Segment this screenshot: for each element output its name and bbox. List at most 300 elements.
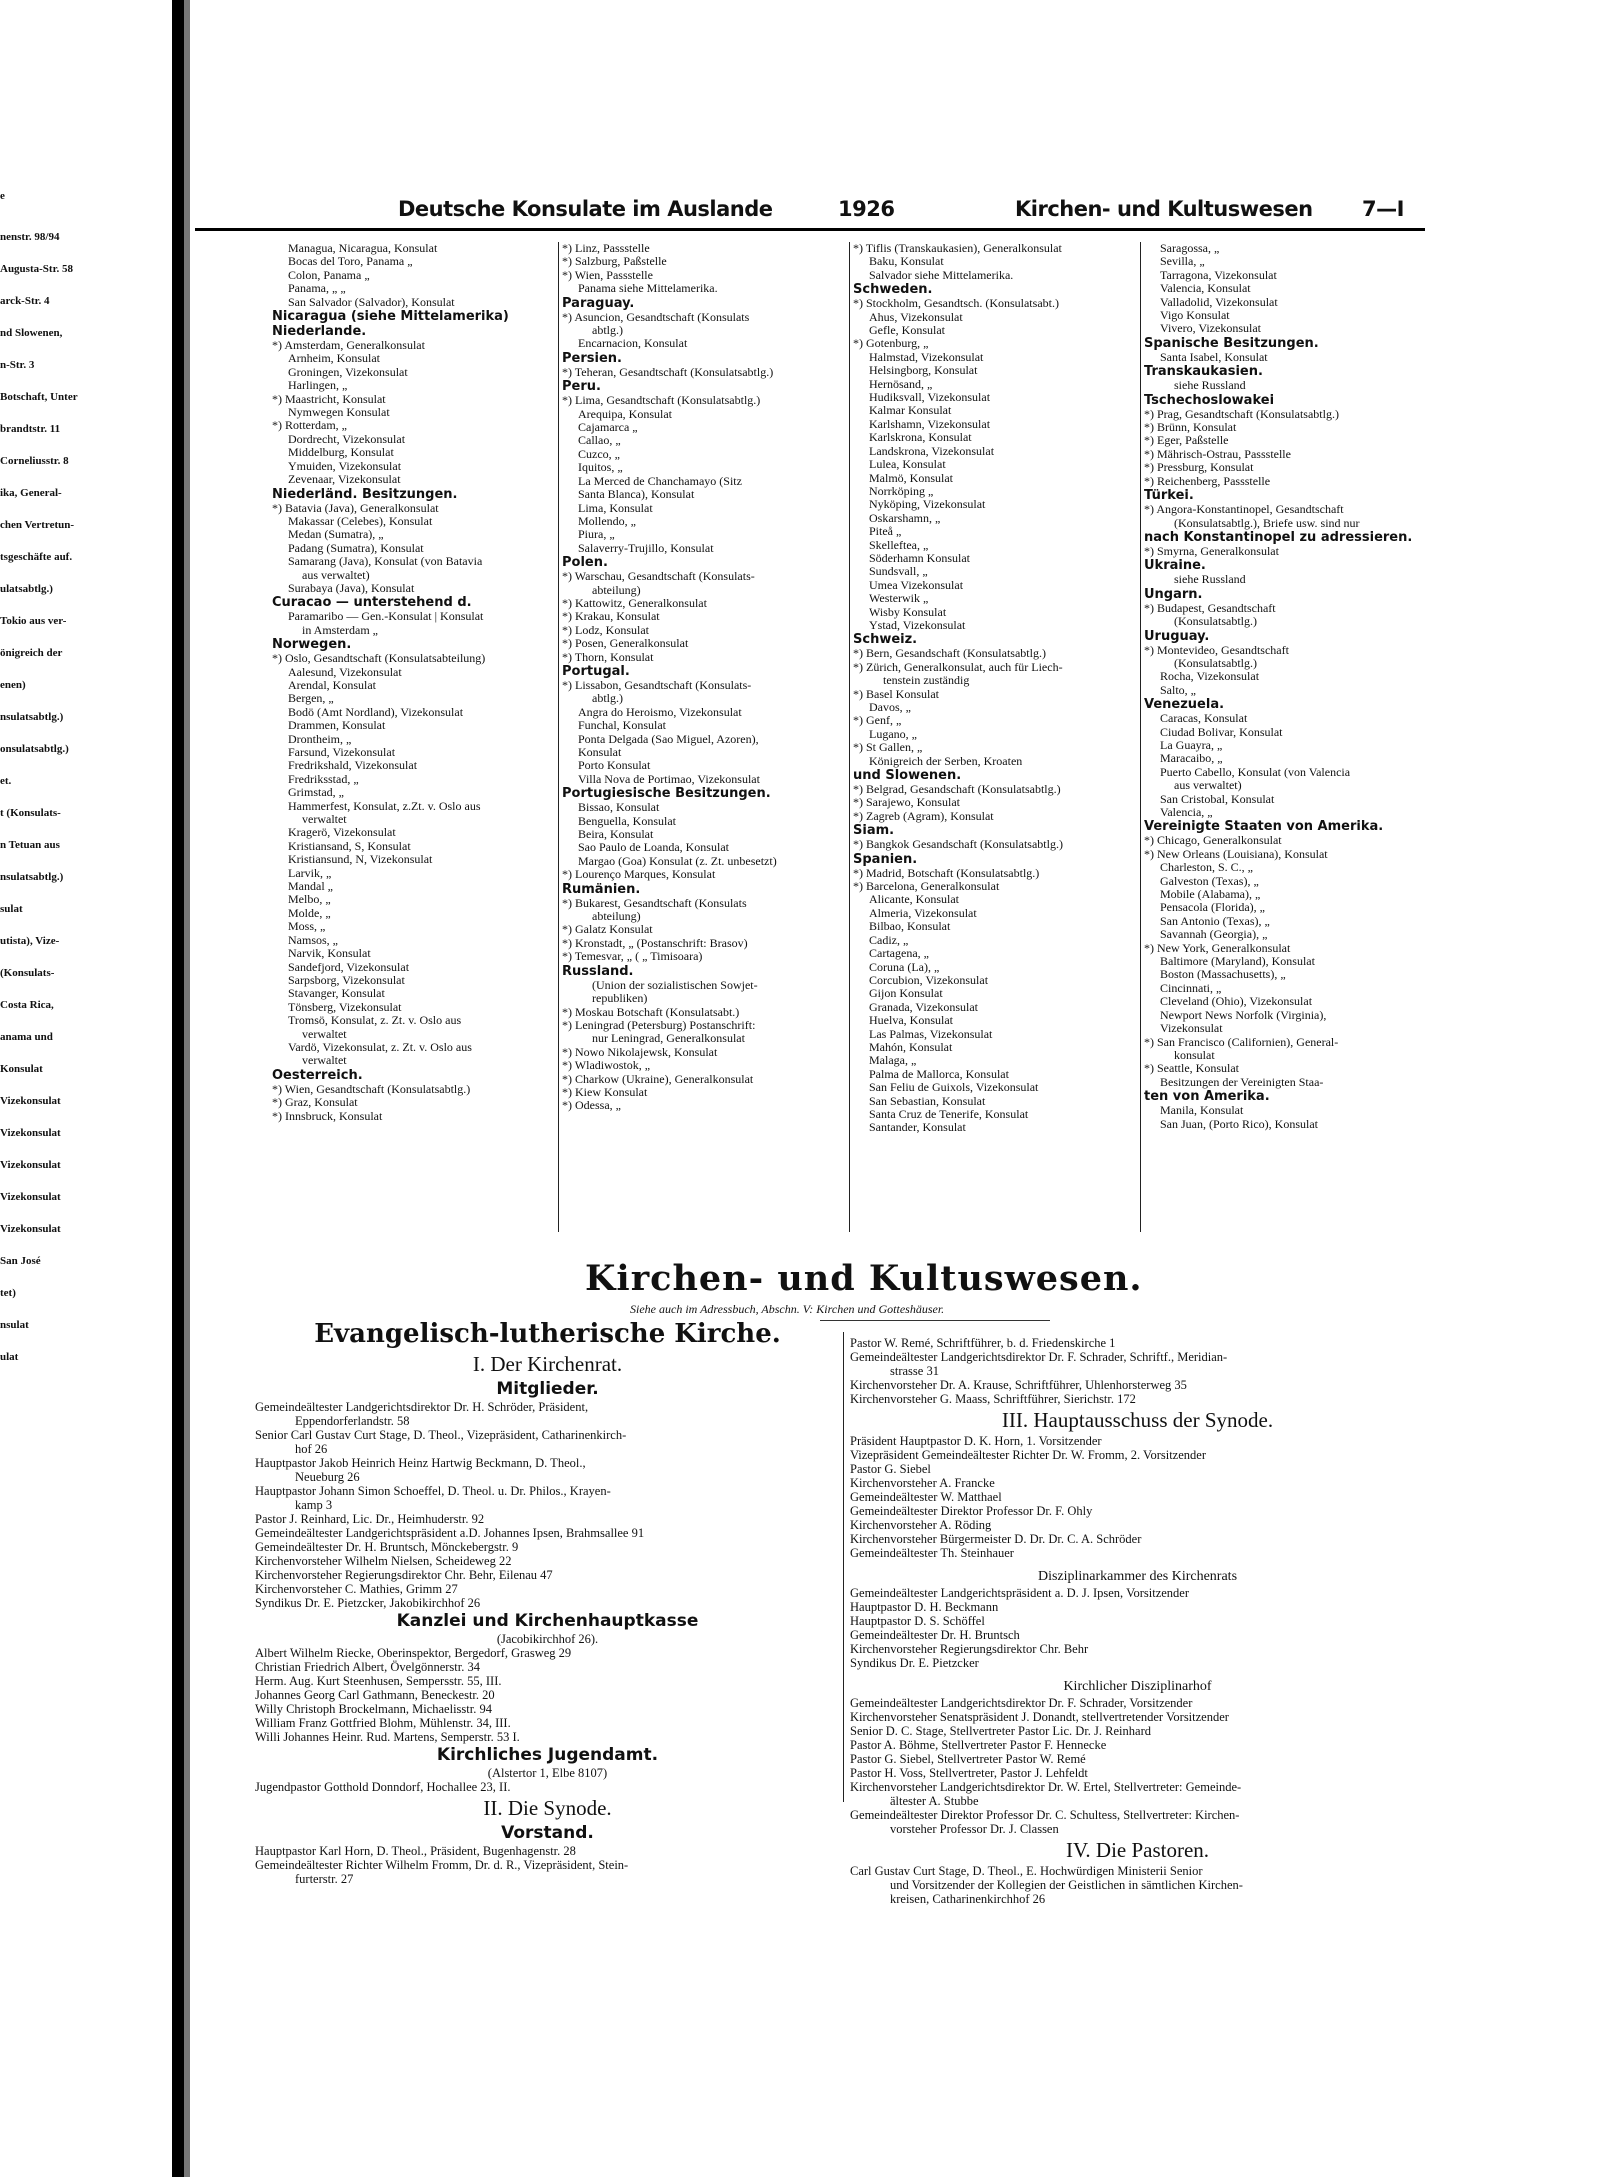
list-item: Gemeindeältester Landgerichtsdirektor Dr. F. Schrader, Schriftf., Meridian- <box>850 1350 1228 1364</box>
consulate-entry: Sarpsborg, Vizekonsulat <box>288 973 405 987</box>
fragment-line: tet) <box>0 1287 16 1299</box>
consulate-entry: Polen. <box>562 555 608 571</box>
consulate-entry: *) Montevideo, Gesandtschaft <box>1144 643 1289 657</box>
fragment-line: utista), Vize- <box>0 935 60 947</box>
consulate-entry: Vizekonsulat <box>1160 1022 1223 1036</box>
list-item: Kirchenvorsteher A. Francke <box>850 1476 995 1490</box>
consulate-entry: Hernösand, „ <box>869 377 933 391</box>
part-4-title: IV. Die Pastoren. <box>1065 1838 1210 1862</box>
consulate-entry: Grimstad, „ <box>288 786 344 800</box>
fragment-line: anama und <box>0 1031 53 1043</box>
list-item: Syndikus Dr. E. Pietzcker <box>850 1656 979 1670</box>
list-item: und Vorsitzender der Kollegien der Geistlichen in sämtlichen Kirchen- <box>890 1878 1243 1892</box>
consulate-entry: Salvador siehe Mittelamerika. <box>869 268 1014 282</box>
consulate-entry: Medan (Sumatra), „ <box>288 528 384 542</box>
consulate-entry: Zevenaar, Vizekonsulat <box>288 473 401 487</box>
consulate-entry: verwaltet <box>302 813 347 827</box>
fragment-line: ulatsabtlg.) <box>0 583 53 595</box>
consulate-entry: *) Rotterdam, „ <box>272 419 347 433</box>
fragment-line: nsulatsabtlg.) <box>0 711 64 723</box>
consulate-entry: Mahón, Konsulat <box>869 1040 953 1054</box>
fragment-line: (Konsulats- <box>0 967 55 979</box>
consulate-entry: *) Charkow (Ukraine), Generalkonsulat <box>562 1072 754 1086</box>
consulate-entry: Schweiz. <box>853 632 918 648</box>
list-item: Kirchenvorsteher Bürgermeister D. Dr. Dr. C. A. Schröder <box>850 1532 1142 1546</box>
consulate-entry: Newport News Norfolk (Virginia), <box>1160 1008 1327 1022</box>
consulate-entry: Besitzungen der Vereinigten Staa- <box>1160 1075 1324 1089</box>
consulate-entry: Landskrona, Vizekonsulat <box>869 444 995 458</box>
consulate-entry: siehe Russland <box>1174 379 1246 393</box>
consulate-entry: Porto Konsulat <box>578 759 651 773</box>
consulate-entry: *) Wladiwostok, „ <box>562 1059 651 1073</box>
consulate-entry: San Antonio (Texas), „ <box>1160 914 1270 928</box>
fragment-line: Vizekonsulat <box>0 1095 61 1107</box>
consulate-entry: Fredrikshald, Vizekonsulat <box>288 759 418 773</box>
consulate-entry: *) Belgrad, Gesandschaft (Konsulatsabtlg.) <box>853 783 1061 797</box>
jugendamt-subtitle: (Alstertor 1, Elbe 8107) <box>487 1766 608 1780</box>
consulate-entry: Mollendo, „ <box>578 514 636 528</box>
consulate-entry: Sandefjord, Vizekonsulat <box>288 960 410 974</box>
list-item: Senior Carl Gustav Curt Stage, D. Theol., Vizepräsident, Catharinenkirch- <box>255 1428 627 1442</box>
header-rule <box>195 228 1425 231</box>
list-item: Kirchenvorsteher Wilhelm Nielsen, Scheideweg 22 <box>255 1554 512 1568</box>
list-item: Neueburg 26 <box>295 1470 360 1484</box>
consulate-entry: Nyköping, Vizekonsulat <box>869 498 986 512</box>
main-committee-list <box>850 1434 1425 1560</box>
consulate-entry: nach Konstantinopel zu adressieren. <box>1144 529 1413 545</box>
consulate-entry: Ahus, Vizekonsulat <box>869 310 963 324</box>
consulate-entry: Spanien. <box>853 851 918 867</box>
list-item: Albert Wilhelm Riecke, Oberinspektor, Bergedorf, Grasweg 29 <box>255 1646 572 1660</box>
consulate-entry: *) Kronstadt, „ (Postanschrift: Brasov) <box>562 936 748 950</box>
consulate-entry: Transkaukasien. <box>1144 364 1263 380</box>
consulate-entry: Saragossa, „ <box>1160 242 1220 255</box>
consulate-entry: Savannah (Georgia), „ <box>1160 928 1268 942</box>
consulate-entry: Peru. <box>562 379 601 395</box>
disciplinary-court-list <box>850 1696 1425 1836</box>
consulate-entry: *) Bern, Gesandschaft (Konsulatsabtlg.) <box>853 647 1046 661</box>
consulate-entry: *) Galatz Konsulat <box>562 923 653 937</box>
kanzlei-list <box>255 1646 840 1744</box>
fragment-line: sulat <box>0 903 23 915</box>
fragment-line: brandtstr. 11 <box>0 423 61 435</box>
list-item: Kirchenvorsteher Senatspräsident J. Donandt, stellvertretender Vorsitzender <box>850 1710 1229 1724</box>
consulate-entry: Westerwik „ <box>869 592 929 606</box>
consulate-entry: Cajamarca „ <box>578 421 638 435</box>
consulate-entry: Bodö (Amt Nordland), Vizekonsulat <box>288 705 464 719</box>
consulate-entry: Baltimore (Maryland), Konsulat <box>1160 955 1315 969</box>
consulate-entry: aus verwaltet) <box>1174 779 1242 793</box>
consulate-entry: La Guayra, „ <box>1160 738 1223 752</box>
list-item: Kirchenvorsteher Regierungsdirektor Chr. Behr <box>850 1642 1089 1656</box>
disciplinary-chamber-title: Disziplinarkammer des Kirchenrats <box>1037 1569 1238 1584</box>
consulate-entry: Söderhamn Konsulat <box>869 551 970 565</box>
consulate-entry: *) Basel Konsulat <box>853 687 939 701</box>
fragment-line: t (Konsulats- <box>0 807 61 819</box>
section-subtitle: Siehe auch im Adressbuch, Abschn. V: Kirchen und Gotteshäuser. <box>630 1302 945 1316</box>
list-item: Pastor G. Siebel, Stellvertreter Pastor W. Remé <box>850 1752 1086 1766</box>
consulate-entry: Dordrecht, Vizekonsulat <box>288 432 406 446</box>
consulate-entry: aus verwaltet) <box>302 568 370 582</box>
fragment-line: ika, General- <box>0 487 62 499</box>
consulate-entry: Gijon Konsulat <box>869 987 943 1001</box>
fragment-line: Vizekonsulat <box>0 1191 61 1203</box>
consulate-entry: Bilbao, Konsulat <box>869 920 951 934</box>
consulate-entry: Farsund, Vizekonsulat <box>288 746 396 759</box>
consulate-entry: *) Bukarest, Gesandtschaft (Konsulats <box>562 896 747 910</box>
consulate-entry: Panama siehe Mittelamerika. <box>578 282 718 296</box>
consulate-entry: Santa Cruz de Tenerife, Konsulat <box>869 1107 1029 1121</box>
consulate-entry: Helsingborg, Konsulat <box>869 364 978 378</box>
consulate-entry: *) Thorn, Konsulat <box>562 650 654 664</box>
fragment-line: Costa Rica, <box>0 999 54 1011</box>
consulate-entry: Niederländ. Besitzungen. <box>272 486 458 502</box>
consulate-entry: Siam. <box>853 823 895 839</box>
consulate-entry: Norrköping „ <box>869 484 934 498</box>
consulate-entry: *) Salzburg, Paßstelle <box>562 255 667 269</box>
consulate-entry: *) Zürich, Generalkonsulat, auch für Liech- <box>853 660 1063 674</box>
list-item: Hauptpastor D. H. Beckmann <box>850 1600 999 1614</box>
list-item: kamp 3 <box>295 1498 333 1512</box>
section-title: Kirchen- und Kultuswesen. <box>585 1258 1143 1299</box>
church-administration-left <box>255 1318 840 1886</box>
consulate-entry: Manila, Konsulat <box>1160 1104 1244 1118</box>
consulate-entry: *) Prag, Gesandtschaft (Konsulatsabtlg.) <box>1144 407 1339 421</box>
consulate-entry: *) Sarajewo, Konsulat <box>853 796 960 810</box>
consulate-entry: Karlshamn, Vizekonsulat <box>869 417 991 431</box>
consulate-entry: Piura, „ <box>578 528 615 542</box>
consulate-entry: *) Bangkok Gesandschaft (Konsulatsabtlg.) <box>853 838 1063 852</box>
consulate-entry: *) Temesvar, „ ( „ Timisoara) <box>562 950 703 964</box>
fragment-line: Tokio aus ver- <box>0 615 67 627</box>
consulate-entry: Mobile (Alabama), „ <box>1160 888 1261 902</box>
members-title: Mitglieder. <box>496 1379 599 1399</box>
fragment-line: ulat <box>0 1351 19 1363</box>
consulate-entry: Funchal, Konsulat <box>578 719 666 733</box>
consulate-entry: Rumänien. <box>562 881 641 897</box>
consulate-entry: Cartagena, „ <box>869 947 929 961</box>
list-item: Jugendpastor Gotthold Donndorf, Hochallee 23, II. <box>255 1780 511 1794</box>
fragment-line: chen Vertretun- <box>0 519 75 531</box>
consulate-entry: *) Lissabon, Gesandtschaft (Konsulats- <box>562 678 752 692</box>
consulate-entry: Moss, „ <box>288 920 326 934</box>
list-item: Pastor H. Voss, Stellvertreter, Pastor J. Lehfeldt <box>850 1766 1088 1780</box>
list-item: Hauptpastor D. S. Schöffel <box>850 1614 985 1628</box>
consulate-entry: Paraguay. <box>562 295 635 311</box>
consulate-entry: republiken) <box>592 992 648 1006</box>
consulate-entry: Namsos, „ <box>288 933 338 947</box>
consulate-entry: Managua, Nicaragua, Konsulat <box>288 242 438 255</box>
consulate-entry: Paramaribo — Gen.-Konsulat | Konsulat <box>288 610 484 624</box>
fragment-line: e <box>0 190 5 202</box>
consulate-column-4 <box>1144 242 1428 1232</box>
consulate-entry: *) Amsterdam, Generalkonsulat <box>272 339 425 353</box>
consulate-entry: Oskarshamn, „ <box>869 511 941 525</box>
list-item: Hauptpastor Johann Simon Schoeffel, D. Theol. u. Dr. Philos., Krayen- <box>255 1484 611 1498</box>
consulate-entry: Bocas del Toro, Panama „ <box>288 255 413 269</box>
consulate-entry: Venezuela. <box>1144 697 1225 713</box>
list-item: Gemeindeältester Landgerichtsdirektor Dr. F. Schrader, Vorsitzender <box>850 1696 1193 1710</box>
consulate-entry: Granada, Vizekonsulat <box>869 1000 979 1014</box>
column-divider <box>1140 242 1141 1232</box>
list-item: Willy Christoph Brockelmann, Michaelisstr. 94 <box>255 1702 492 1716</box>
consulate-entry: *) Graz, Konsulat <box>272 1096 358 1110</box>
consulate-entry: Panama, „ „ <box>288 282 346 296</box>
consulate-entry: Fredriksstad, „ <box>288 772 359 786</box>
consulate-entry: Tönsberg, Vizekonsulat <box>288 1000 402 1014</box>
pastors-list <box>850 1864 1425 1906</box>
consulate-entry: *) Seattle, Konsulat <box>1144 1062 1239 1076</box>
consulate-entry: Konsulat <box>578 746 622 759</box>
consulate-entry: Kristiansund, N, Vizekonsulat <box>288 853 433 867</box>
consulate-column-3 <box>853 242 1136 1232</box>
consulate-entry: Benguella, Konsulat <box>578 814 676 828</box>
consulate-entry: *) Lima, Gesandtschaft (Konsulatsabtlg.) <box>562 394 761 408</box>
list-item: Pastor G. Siebel <box>850 1462 931 1476</box>
part-1-title: I. Der Kirchenrat. <box>472 1352 623 1376</box>
consulate-entry: Las Palmas, Vizekonsulat <box>869 1027 993 1041</box>
consulate-entry: Groningen, Vizekonsulat <box>288 365 408 379</box>
consulate-entry: San Salvador (Salvador), Konsulat <box>288 295 455 309</box>
consulate-entry: Hammerfest, Konsulat, z.Zt. v. Oslo aus <box>288 799 481 813</box>
consulate-entry: *) Tiflis (Transkaukasien), Generalkonsulat <box>853 242 1062 255</box>
consulate-entry: Colon, Panama „ <box>288 268 370 282</box>
consulate-entry: Oesterreich. <box>272 1067 363 1083</box>
consulate-entry: siehe Russland <box>1174 573 1246 587</box>
list-item: Kirchenvorsteher A. Röding <box>850 1518 992 1532</box>
consulate-entry: Corcubion, Vizekonsulat <box>869 973 989 987</box>
consulate-entry: *) Lodz, Konsulat <box>562 623 649 637</box>
consulate-entry: Alicante, Konsulat <box>869 893 959 907</box>
list-item: Pastor J. Reinhard, Lic. Dr., Heimhuderstr. 92 <box>255 1512 485 1526</box>
fragment-line: et. <box>0 775 12 787</box>
fragment-line: arck-Str. 4 <box>0 295 50 307</box>
section-rule <box>820 1320 1050 1321</box>
consulate-entry: Gefle, Konsulat <box>869 324 945 338</box>
header-left: Deutsche Konsulate im Auslande <box>398 197 773 221</box>
consulate-entry: *) Leningrad (Petersburg) Postanschrift: <box>562 1018 756 1032</box>
disciplinary-chamber-list <box>850 1586 1425 1670</box>
list-item: Kirchenvorsteher C. Mathies, Grimm 27 <box>255 1582 458 1596</box>
consulate-entry: Salaverry-Trujillo, Konsulat <box>578 541 714 555</box>
fragment-line: önigreich der <box>0 647 63 659</box>
consulate-entry: Tarragona, Vizekonsulat <box>1160 268 1277 282</box>
consulate-entry: Portugiesische Besitzungen. <box>562 786 771 802</box>
list-item: Willi Johannes Heinr. Rud. Martens, Semperstr. 53 I. <box>255 1730 520 1744</box>
consulate-entry: Bergen, „ <box>288 692 334 706</box>
fragment-line: enen) <box>0 679 26 691</box>
list-item: Christian Friedrich Albert, Övelgönnerstr. 34 <box>255 1660 480 1674</box>
fragment-line: Vizekonsulat <box>0 1127 61 1139</box>
consulate-entry: *) Gotenburg, „ <box>853 337 929 351</box>
consulate-entry: Caracas, Konsulat <box>1160 712 1248 726</box>
consulate-entry: Malaga, „ <box>869 1054 917 1068</box>
consulate-entry: nur Leningrad, Generalkonsulat <box>592 1032 745 1046</box>
consulate-entry: Vereinigte Staaten von Amerika. <box>1144 819 1384 835</box>
consulate-entry: Middelburg, Konsulat <box>288 446 394 460</box>
consulate-entry: Portugal. <box>562 663 630 679</box>
list-item: Gemeindeältester Landgerichtspräsident a. D. J. Ipsen, Vorsitzender <box>850 1586 1190 1600</box>
consulate-entry: Persien. <box>562 350 622 366</box>
fragment-line: Augusta-Str. 58 <box>0 263 73 275</box>
consulate-entry: Drontheim, „ <box>288 732 352 746</box>
list-item: Gemeindeältester Th. Steinhauer <box>850 1546 1014 1560</box>
kanzlei-title: Kanzlei und Kirchenhauptkasse <box>396 1611 699 1631</box>
consulate-entry: *) Linz, Passstelle <box>562 242 650 255</box>
list-item: Gemeindeältester Landgerichtspräsident a.D. Johannes Ipsen, Brahmsallee 91 <box>255 1526 645 1540</box>
consulate-entry: Lulea, Konsulat <box>869 458 946 472</box>
consulate-entry: *) New Orleans (Louisiana), Konsulat <box>1144 847 1328 861</box>
consulate-entry: (Konsulatsabtlg.) <box>1174 656 1257 670</box>
consulate-entry: *) Smyrna, Generalkonsulat <box>1144 544 1279 558</box>
consulate-entry: *) San Francisco (Californien), General- <box>1144 1035 1339 1049</box>
consulate-entry: Santa Isabel, Konsulat <box>1160 350 1268 364</box>
members-list <box>255 1400 840 1610</box>
consulate-entry: Türkei. <box>1144 488 1194 504</box>
consulate-entry: *) Zagreb (Agram), Konsulat <box>853 809 994 823</box>
consulate-entry: Valencia, „ <box>1160 806 1213 819</box>
consulate-entry: *) Asuncion, Gesandtschaft (Konsulats <box>562 310 750 324</box>
consulate-entry: Lugano, „ <box>869 727 917 741</box>
consulate-entry: Margao (Goa) Konsulat (z. Zt. unbesetzt) <box>578 854 777 868</box>
consulate-entry: Huelva, Konsulat <box>869 1014 953 1028</box>
consulate-entry: Vardö, Vizekonsulat, z. Zt. v. Oslo aus <box>288 1040 472 1054</box>
jugendamt-title: Kirchliches Jugendamt. <box>436 1745 659 1765</box>
consulate-entry: Narvik, Konsulat <box>288 947 371 961</box>
consulate-entry: Malmö, Konsulat <box>869 471 953 485</box>
running-header <box>0 197 1600 225</box>
list-item: Senior D. C. Stage, Stellvertreter Pastor Lic. Dr. J. Reinhard <box>850 1724 1151 1738</box>
list-item: William Franz Gottfried Blohm, Mühlenstr. 34, III. <box>255 1716 511 1730</box>
list-item: vorsteher Professor Dr. J. Classen <box>890 1822 1059 1836</box>
consulate-entry: Galveston (Texas), „ <box>1160 874 1259 888</box>
consulate-entry: Nicaragua (siehe Mittelamerika) <box>272 309 509 325</box>
consulate-entry: Hudiksvall, Vizekonsulat <box>869 391 991 405</box>
consulate-entry: Tromsö, Konsulat, z. Zt. v. Oslo aus <box>288 1014 462 1028</box>
consulate-entry: Vigo Konsulat <box>1160 309 1230 323</box>
consulate-entry: *) Moskau Botschaft (Konsulatsabt.) <box>562 1005 740 1019</box>
part-2-title: II. Die Synode. <box>483 1796 612 1820</box>
list-item: Carl Gustav Curt Stage, D. Theol., E. Hochwürdigen Ministerii Senior <box>850 1864 1203 1878</box>
consulate-entry: Ukraine. <box>1144 558 1206 574</box>
consulate-entry: Santa Blanca), Konsulat <box>578 488 695 502</box>
list-item: Vizepräsident Gemeindeältester Richter Dr. W. Fromm, 2. Vorsitzender <box>850 1448 1206 1462</box>
consulate-entry: Bissao, Konsulat <box>578 801 660 815</box>
list-item: Kirchenvorsteher Landgerichtsdirektor Dr. W. Ertel, Stellvertreter: Gemeinde- <box>850 1780 1242 1794</box>
disciplinary-court-title: Kirchlicher Disziplinarhof <box>1063 1679 1212 1694</box>
page-edge <box>184 0 190 2177</box>
consulate-entry: *) Angora-Konstantinopel, Gesandtschaft <box>1144 503 1344 517</box>
consulate-entry: Umea Vizekonsulat <box>869 578 964 592</box>
consulate-entry: *) Reichenberg, Passstelle <box>1144 474 1271 488</box>
consulate-entry: Skelleftea, „ <box>869 538 929 552</box>
consulate-entry: *) Lourenço Marques, Konsulat <box>562 868 716 882</box>
list-item: Kirchenvorsteher Regierungsdirektor Chr. Behr, Eilenau 47 <box>255 1568 553 1582</box>
list-item: Gemeindeältester Dr. H. Bruntsch <box>850 1628 1020 1642</box>
consulate-entry: Vivero, Vizekonsulat <box>1160 322 1261 336</box>
consulate-entry: Arendal, Konsulat <box>288 678 376 692</box>
header-right: Kirchen- und Kultuswesen <box>1015 197 1313 221</box>
consulate-entry: Puerto Cabello, Konsulat (von Valencia <box>1160 765 1351 779</box>
consulate-entry: Norwegen. <box>272 637 352 653</box>
consulate-entry: konsulat <box>1174 1048 1215 1062</box>
consulate-entry: *) Wien, Gesandtschaft (Konsulatsabtlg.) <box>272 1082 471 1096</box>
consulate-entry: Beira, Konsulat <box>578 828 654 842</box>
consulate-entry: Kragerö, Vizekonsulat <box>288 826 396 840</box>
consulate-entry: *) Mährisch-Ostrau, Passstelle <box>1144 447 1291 461</box>
consulate-entry: verwaltet <box>302 1027 347 1041</box>
consulate-entry: *) Posen, Generalkonsulat <box>562 637 689 651</box>
fragment-line: Vizekonsulat <box>0 1159 61 1171</box>
consulate-entry: Stavanger, Konsulat <box>288 987 385 1001</box>
consulate-entry: Makassar (Celebes), Konsulat <box>288 514 433 528</box>
fragment-line: n-Str. 3 <box>0 359 35 371</box>
vorstand-list <box>255 1844 840 1886</box>
consulate-entry: Tschechoslowakei <box>1144 392 1275 408</box>
consulate-entry: *) Warschau, Gesandtschaft (Konsulats- <box>562 570 755 584</box>
consulate-entry: *) Nowo Nikolajewsk, Konsulat <box>562 1045 718 1059</box>
consulate-entry: *) Wien, Passstelle <box>562 268 653 282</box>
synod-secretaries-list <box>850 1336 1425 1406</box>
consulate-entry: Kristiansand, S, Konsulat <box>288 839 411 853</box>
consulate-entry: La Merced de Chanchamayo (Sitz <box>578 474 742 488</box>
consulate-entry: Niederlande. <box>272 324 367 340</box>
list-item: hof 26 <box>295 1442 328 1456</box>
fragment-line: n Tetuan aus <box>0 839 60 851</box>
vorstand-title: Vorstand. <box>501 1823 594 1843</box>
consulate-entry: Harlingen, „ <box>288 379 348 393</box>
fragment-line: nsulat <box>0 1319 29 1331</box>
consulate-entry: Arnheim, Konsulat <box>288 352 380 366</box>
fragment-line: nd Slowenen, <box>0 327 63 339</box>
consulate-entry: Ciudad Bolivar, Konsulat <box>1160 725 1283 739</box>
consulate-entry: Almeria, Vizekonsulat <box>869 906 977 920</box>
consulate-entry: *) Budapest, Gesandtschaft <box>1144 601 1276 615</box>
consulate-entry: Coruna (La), „ <box>869 960 940 974</box>
consulate-entry: Sao Paulo de Loanda, Konsulat <box>578 841 729 855</box>
consulate-entry: Ponta Delgada (Sao Miguel, Azoren), <box>578 732 759 746</box>
consulate-entry: Iquitos, „ <box>578 461 623 475</box>
consulate-entry: Karlskrona, Konsulat <box>869 431 972 445</box>
consulate-entry: *) Pressburg, Konsulat <box>1144 461 1254 475</box>
consulate-entry: Ystad, Vizekonsulat <box>869 618 966 632</box>
consulate-entry: Uruguay. <box>1144 628 1210 644</box>
consulate-entry: *) Oslo, Gesandtschaft (Konsulatsabteilung) <box>272 652 486 666</box>
list-item: Syndikus Dr. E. Pietzcker, Jakobikirchhof 26 <box>255 1596 481 1610</box>
consulate-entry: Palma de Mallorca, Konsulat <box>869 1067 1009 1081</box>
consulate-entry: *) Brünn, Konsulat <box>1144 421 1237 435</box>
consulate-entry: (Union der sozialistischen Sowjet- <box>592 978 758 992</box>
consulate-entry: San Sebastian, Konsulat <box>869 1094 986 1108</box>
consulate-entry: *) Teheran, Gesandtschaft (Konsulatsabtlg.) <box>562 365 774 379</box>
jugendamt-list <box>255 1780 840 1794</box>
list-item: Gemeindeältester W. Matthael <box>850 1490 1002 1504</box>
consulate-entry: Samarang (Java), Konsulat (von Batavia <box>288 555 483 569</box>
consulate-entry: abtlg.) <box>592 324 623 338</box>
consulate-entry: *) Barcelona, Generalkonsulat <box>853 880 1000 894</box>
fragment-line: nenstr. 98/94 <box>0 231 60 243</box>
consulate-entry: Mandal „ <box>288 880 333 894</box>
consulate-entry: *) Kiew Konsulat <box>562 1085 648 1099</box>
list-item: Gemeindeältester Richter Wilhelm Fromm, Dr. d. R., Vizepräsident, Stein- <box>255 1858 629 1872</box>
list-item: Gemeindeältester Landgerichtsdirektor Dr. H. Schröder, Präsident, <box>255 1400 589 1414</box>
consulate-entry: Padang (Sumatra), Konsulat <box>288 541 424 555</box>
list-item: Kirchenvorsteher G. Maass, Schriftführer, Sierichstr. 172 <box>850 1392 1136 1406</box>
consulate-entry: Drammen, Konsulat <box>288 719 386 733</box>
consulate-entry: in Amsterdam „ <box>302 623 378 637</box>
consulate-entry: Cincinnati, „ <box>1160 981 1222 995</box>
consulate-entry: Santander, Konsulat <box>869 1121 966 1135</box>
